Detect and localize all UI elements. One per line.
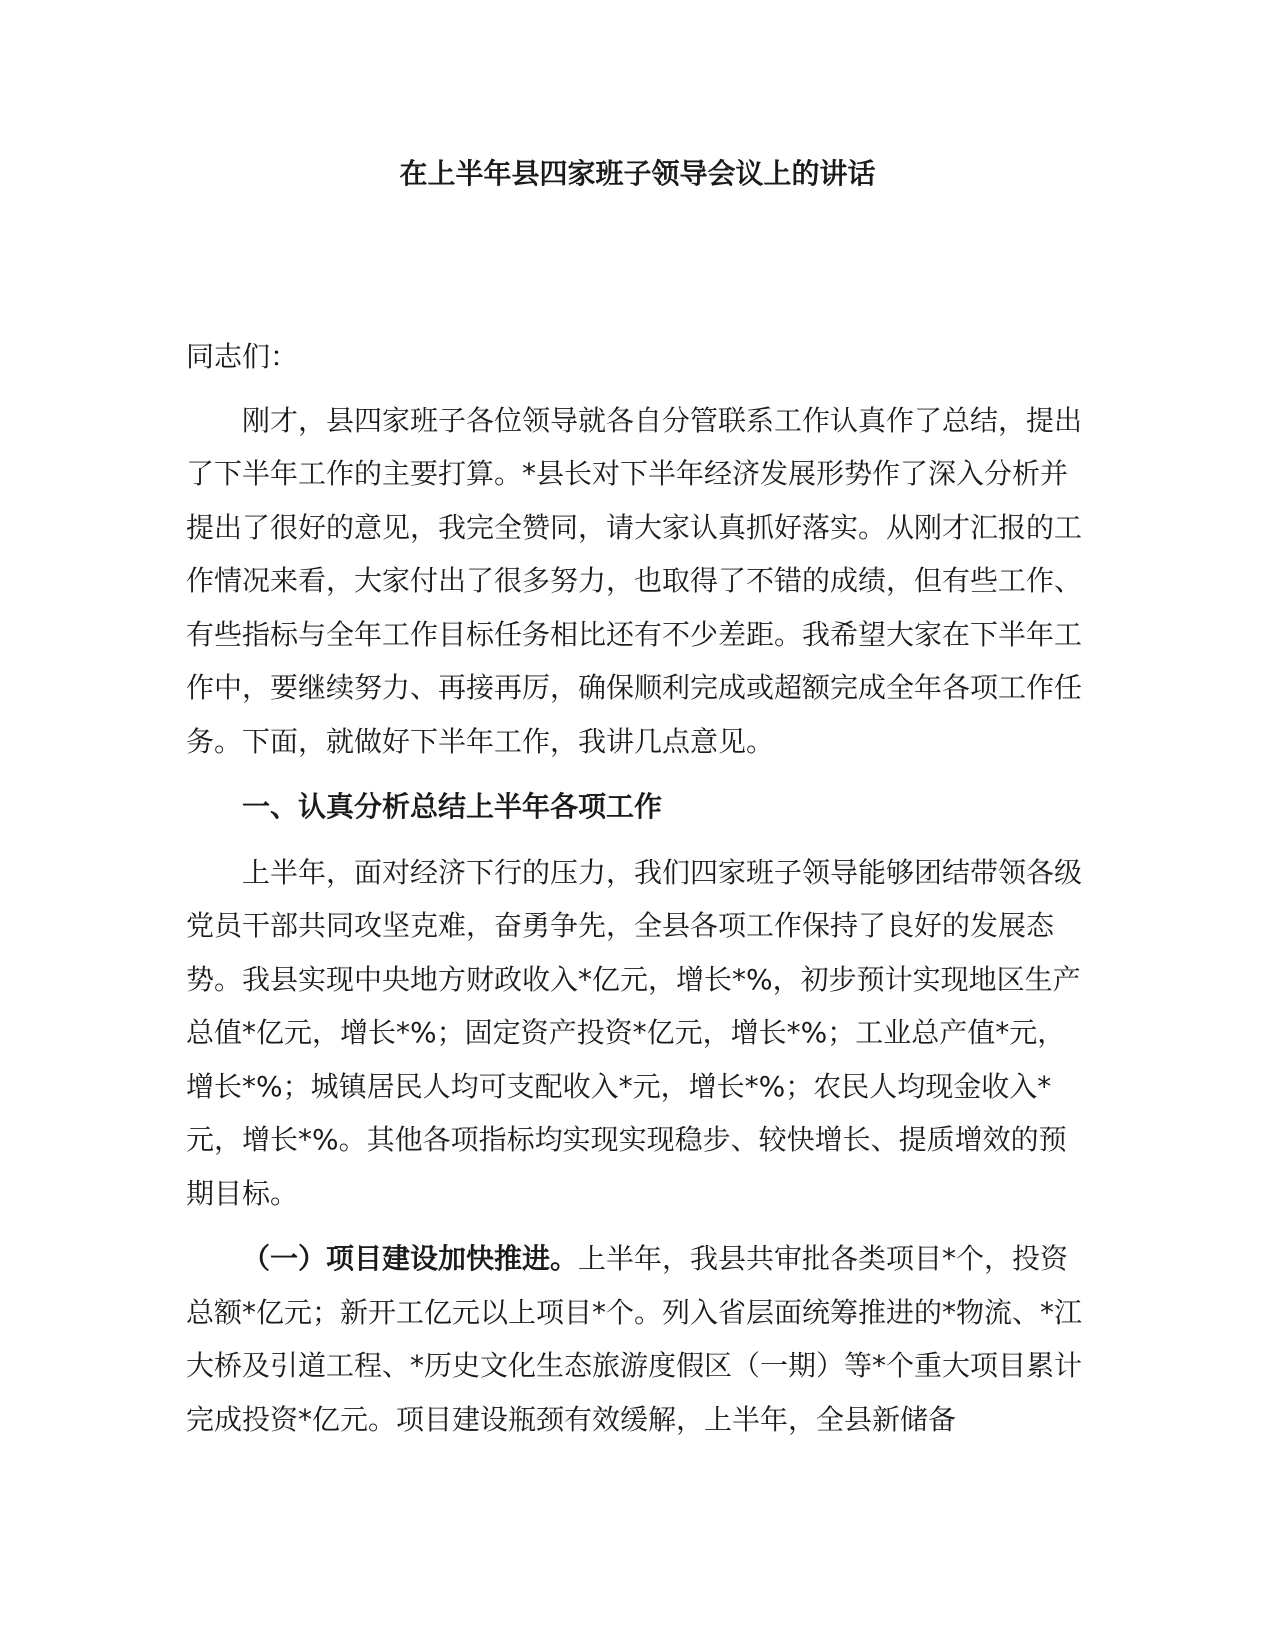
document-title: 在上半年县四家班子领导会议上的讲话: [399, 157, 876, 190]
subsection-lead: （一）项目建设加快推进。: [242, 1242, 579, 1275]
paragraph-opening: 刚才，县四家班子各位领导就各自分管联系工作认真作了总结，提出了下半年工作的主要打算。*县长对下半年经济发展形势作了深入分析并提出了很好的意见，我完全赞同，请大家认真抓好落实。从刚才汇报的工作情况来看，大家付出了很多努力，也取得了不错的成绩，但有些工作、有些指标与全年工作目标任务相比还有不少差距。我希望大家在下半年工作中，要继续努力、再接再厉，确保顺利完成或超额完成全年各项工作任务。下面，就做好下半年工作，我讲几点意见。: [186, 403, 1083, 758]
section-heading-1: 一、认真分析总结上半年各项工作: [242, 790, 663, 823]
paragraph-projects-text: 上半年，我县共审批各类项目*个，投资总额*亿元；新开工亿元以上项目*个。列入省层面统筹推进的*物流、*江大桥及引道工程、*历史文化生态旅游度假区（一期）等*个重大项目累计完成投资*亿元。项目建设瓶颈有效缓解，上半年，全县新储备: [186, 1242, 1083, 1436]
paragraph-projects: [186, 1232, 1086, 1446]
salutation: 同志们：: [186, 340, 299, 373]
paragraph-summary: 上半年，面对经济下行的压力，我们四家班子领导能够团结带领各级党员干部共同攻坚克难，奋勇争先，全县各项工作保持了良好的发展态势。我县实现中央地方财政收入*亿元，增长*%，初步预计实现地区生产总值*亿元，增长*%；固定资产投资*亿元，增长*%；工业总产值*元，增长*%；城镇居民人均可支配收入*元，增长*%；农民人均现金收入*元，增长*%。其他各项指标均实现实现稳步、较快增长、提质增效的预期目标。: [186, 855, 1083, 1210]
document-body: [186, 330, 1086, 1458]
